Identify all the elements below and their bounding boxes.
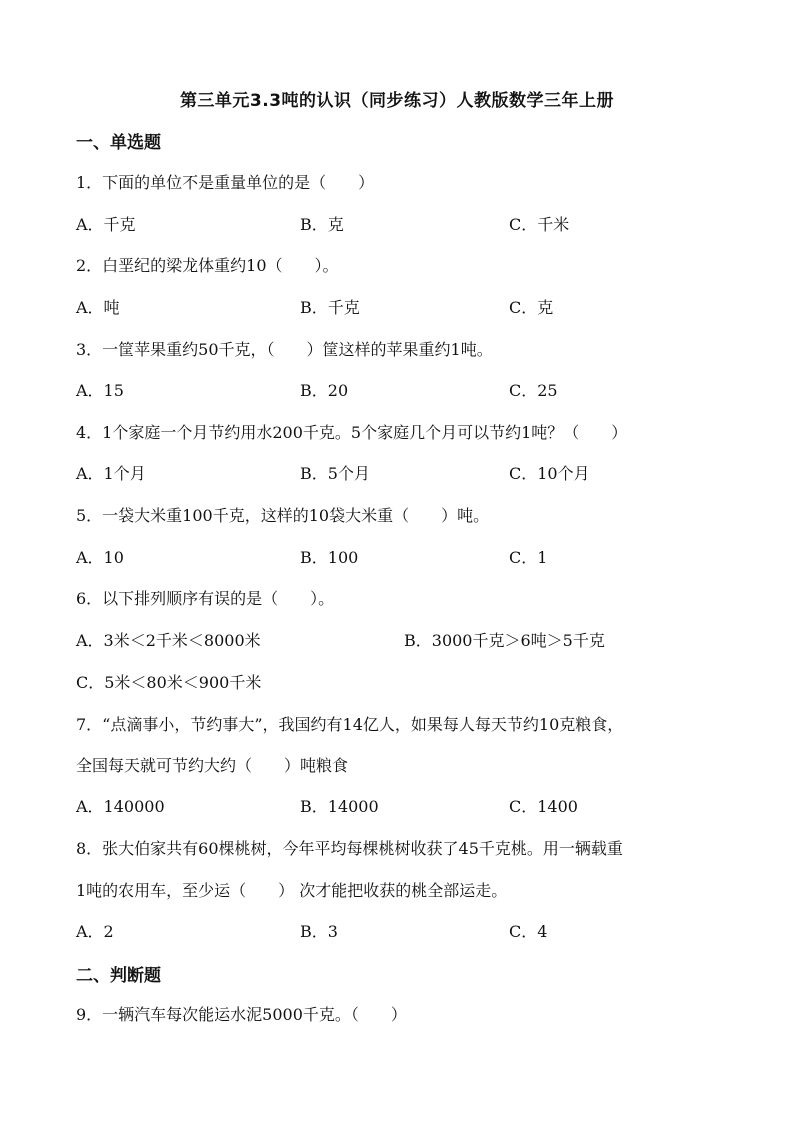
question-4-text: 4．1个家庭一个月节约用水200千克。5个家庭几个月可以节约1吨？（ ） [76, 423, 628, 442]
question-3-option-b: B．20 [300, 381, 349, 400]
question-9-text: 9．一辆汽车每次能运水泥5000千克。（ ） [76, 1005, 407, 1024]
page-title: 第三单元3.3吨的认识（同步练习）人教版数学三年上册 [179, 91, 615, 111]
question-3-option-a: A．15 [76, 381, 124, 400]
question-4-option-a: A．1个月 [76, 464, 146, 483]
question-8-option-c: C．4 [509, 922, 548, 941]
question-8-text-line-1: 8．张大伯家共有60棵桃树，今年平均每棵桃树收获了45千克桃。用一辆载重 [76, 839, 623, 858]
question-8-option-b: B．3 [300, 922, 338, 941]
question-7-option-c: C．1400 [509, 797, 578, 816]
question-1-option-c: C．千米 [509, 215, 570, 234]
question-1-option-a: A．千克 [76, 215, 136, 234]
question-6-option-a: A．3米＜2千米＜8000米 [76, 631, 261, 650]
question-5-option-b: B．100 [300, 548, 359, 567]
question-6-option-b: B．3000千克＞6吨＞5千克 [404, 631, 605, 650]
question-4-option-c: C．10个月 [509, 464, 590, 483]
section-heading-true-false: 二、判断题 [76, 966, 161, 986]
question-2-text: 2．白垩纪的梁龙体重约10（ ）。 [76, 256, 339, 275]
question-8-text-line-2: 1吨的农用车，至少运（ ） 次才能把收获的桃全部运走。 [76, 881, 508, 900]
question-3-text: 3．一筐苹果重约50千克，（ ）筐这样的苹果重约1吨。 [76, 340, 493, 359]
question-6-option-c: C．5米＜80米＜900千米 [76, 673, 262, 692]
question-8-option-a: A．2 [76, 922, 114, 941]
question-2-option-b: B．千克 [300, 298, 360, 317]
question-6-text: 6．以下排列顺序有误的是（ ）。 [76, 589, 335, 608]
question-1-option-b: B．克 [300, 215, 344, 234]
question-1-text: 1．下面的单位不是重量单位的是（ ） [76, 173, 375, 192]
question-7-option-b: B．14000 [300, 797, 379, 816]
section-heading-multiple-choice: 一、单选题 [76, 133, 161, 153]
question-5-text: 5．一袋大米重100千克，这样的10袋大米重（ ）吨。 [76, 506, 490, 525]
question-5-option-a: A．10 [76, 548, 124, 567]
question-3-option-c: C．25 [509, 381, 558, 400]
question-7-text-line-1: 7．“点滴事小，节约事大”，我国约有14亿人，如果每人每天节约10克粮食， [76, 715, 624, 734]
question-2-option-c: C．克 [509, 298, 554, 317]
question-4-option-b: B．5个月 [300, 464, 370, 483]
question-7-text-line-2: 全国每天就可节约大约（ ）吨粮食 [76, 756, 349, 775]
question-7-option-a: A．140000 [76, 797, 165, 816]
question-5-option-c: C．1 [509, 548, 548, 567]
question-2-option-a: A．吨 [76, 298, 120, 317]
